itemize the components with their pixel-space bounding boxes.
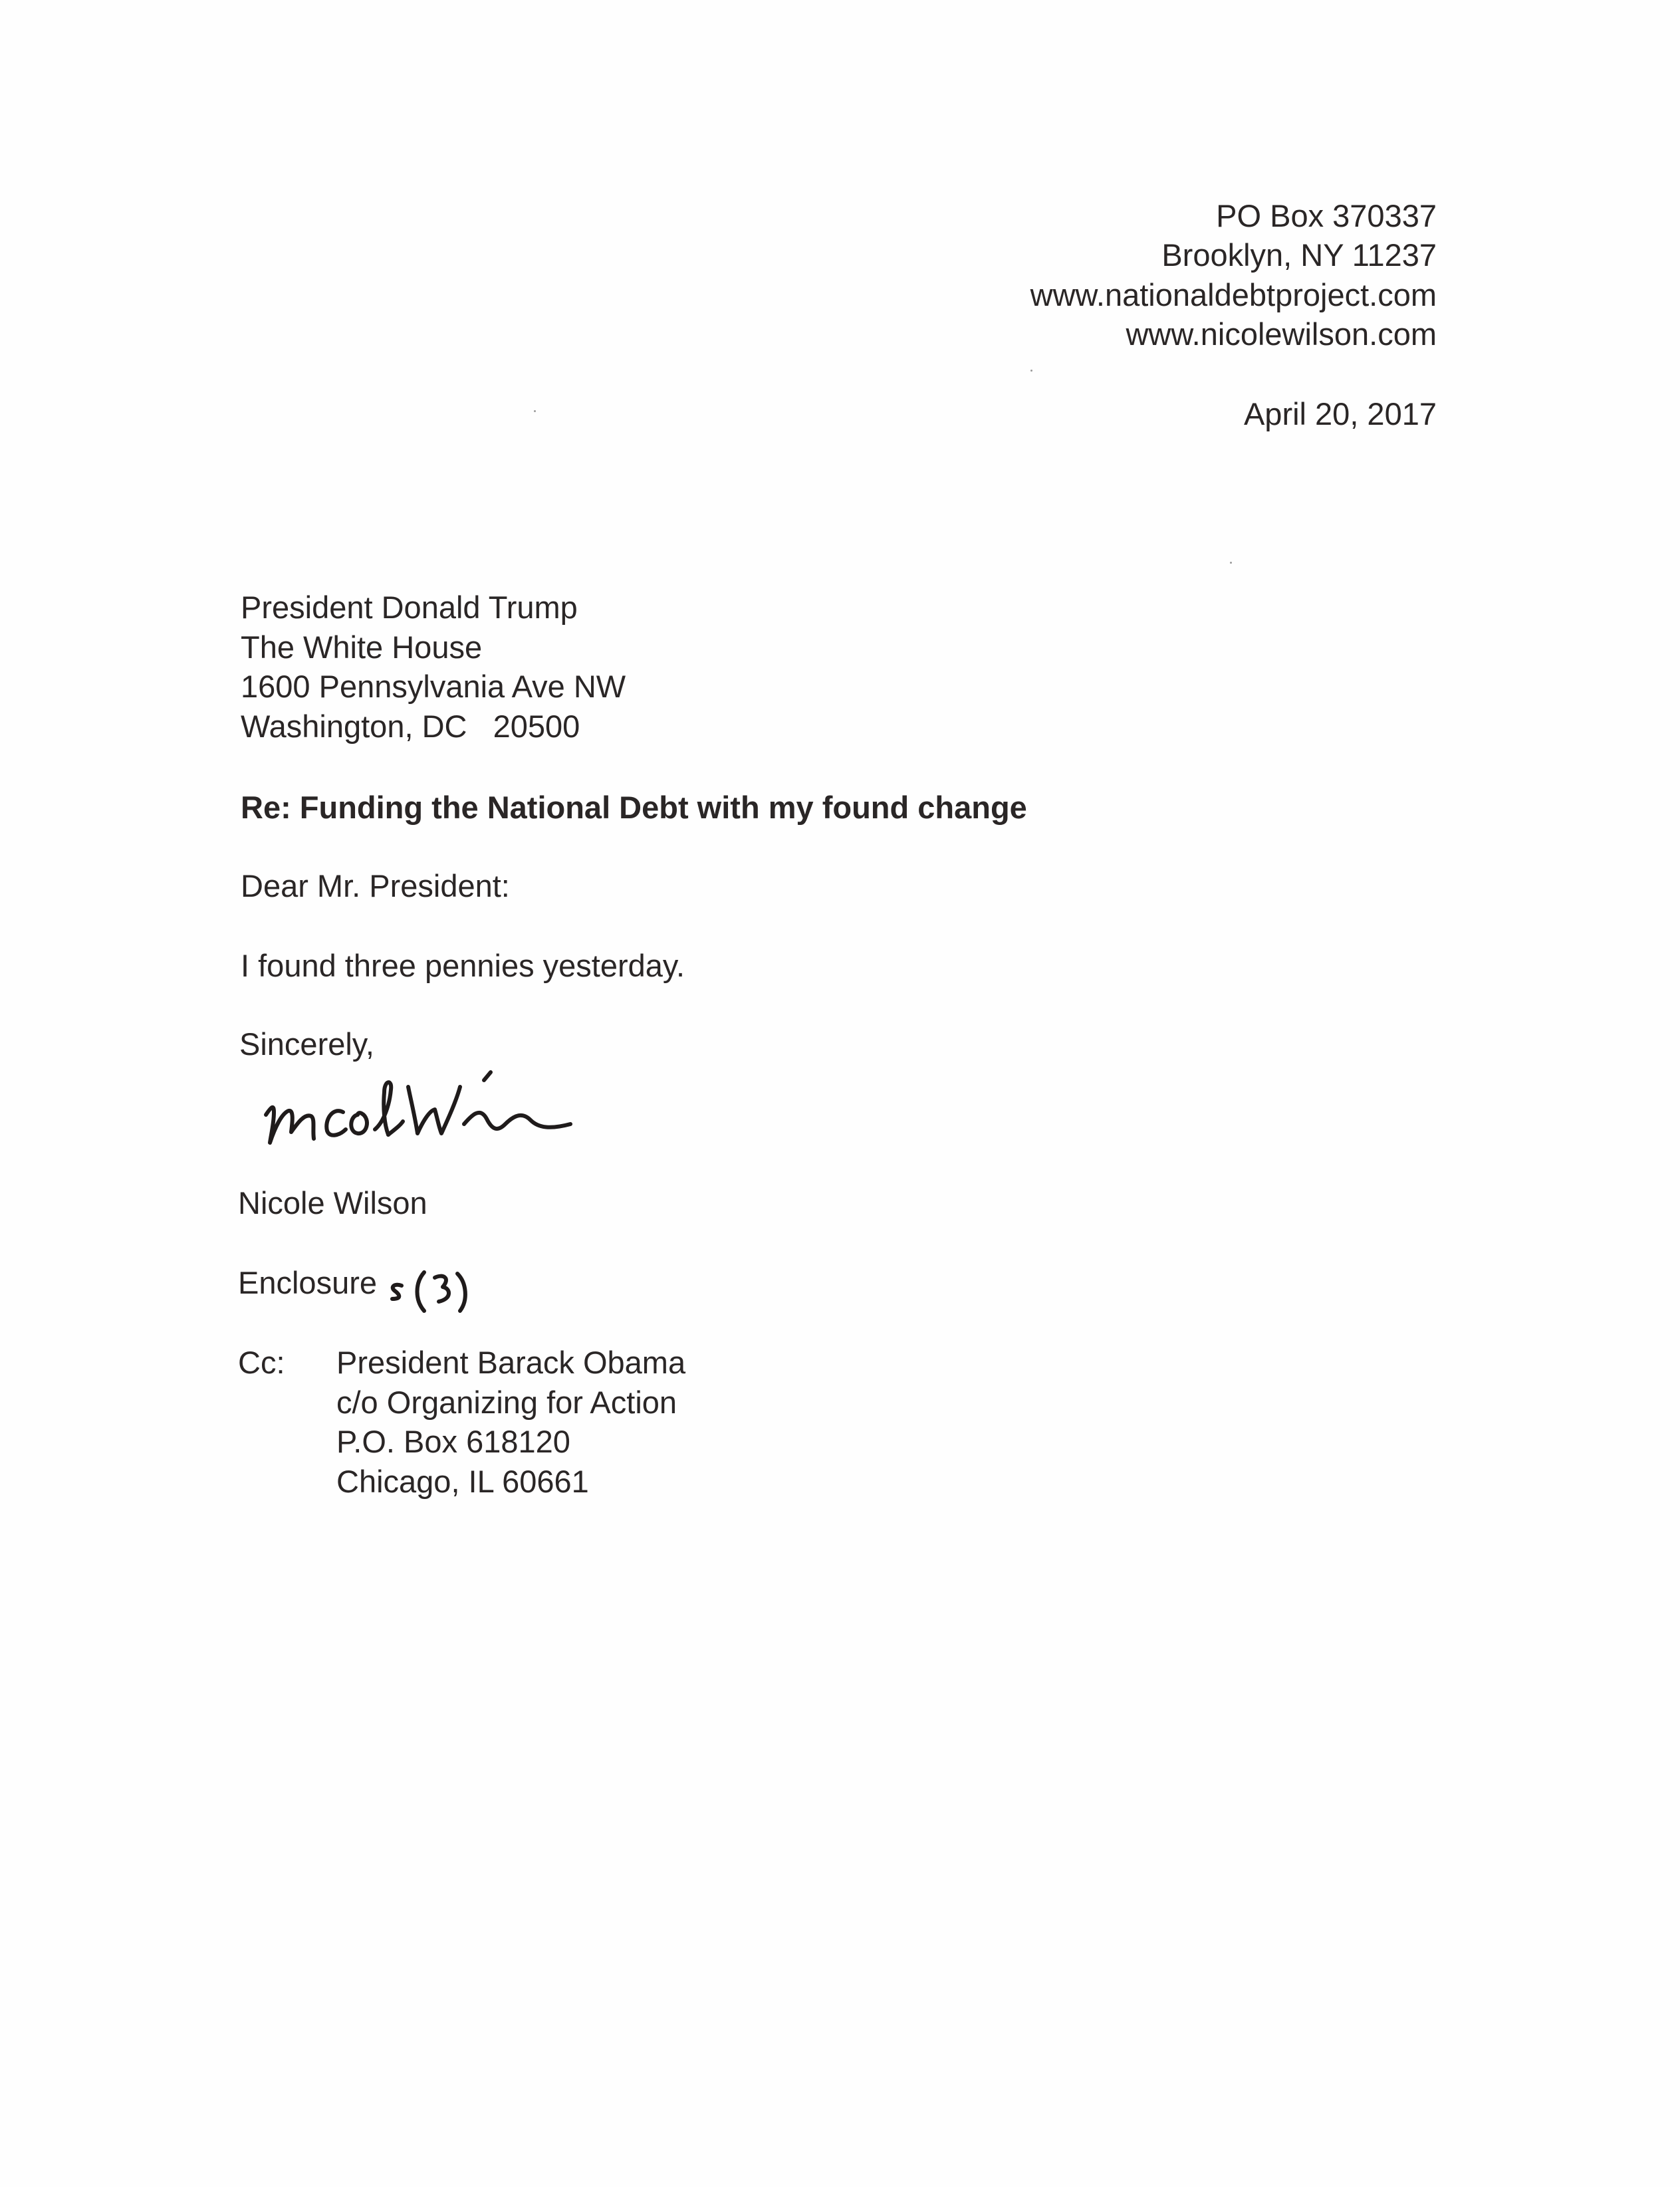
- cc-line: Chicago, IL 60661: [336, 1464, 589, 1499]
- sender-website-2: www.nicolewilson.com: [1126, 316, 1437, 352]
- closing: Sincerely,: [239, 1026, 374, 1062]
- recipient-name: President Donald Trump: [241, 590, 578, 625]
- letter-date: April 20, 2017: [1243, 396, 1437, 431]
- cc-label: Cc:: [238, 1345, 285, 1380]
- cc-line: c/o Organizing for Action: [336, 1385, 677, 1420]
- cc-line: P.O. Box 618120: [336, 1424, 570, 1459]
- sender-website-1: www.nationaldebtproject.com: [1030, 277, 1437, 312]
- cc-line: President Barack Obama: [336, 1345, 686, 1380]
- salutation: Dear Mr. President:: [241, 868, 510, 903]
- handwritten-enclosure-count: [386, 1263, 492, 1316]
- scan-speck: [1230, 562, 1232, 564]
- body-text: I found three pennies yesterday.: [241, 948, 685, 983]
- recipient-street: 1600 Pennsylvania Ave NW: [241, 669, 626, 704]
- subject-line: Re: Funding the National Debt with my found change: [241, 790, 1027, 825]
- scan-speck: [1030, 370, 1032, 372]
- sender-city-state-zip: Brooklyn, NY 11237: [1161, 237, 1437, 273]
- enclosure-label: Enclosure: [238, 1265, 377, 1300]
- sender-po-box: PO Box 370337: [1216, 198, 1437, 233]
- recipient-city-state-zip: Washington, DC 20500: [241, 709, 580, 744]
- handwritten-signature: [258, 1060, 610, 1160]
- scan-speck: [534, 410, 536, 412]
- recipient-org: The White House: [241, 630, 483, 665]
- signature-name: Nicole Wilson: [238, 1185, 427, 1220]
